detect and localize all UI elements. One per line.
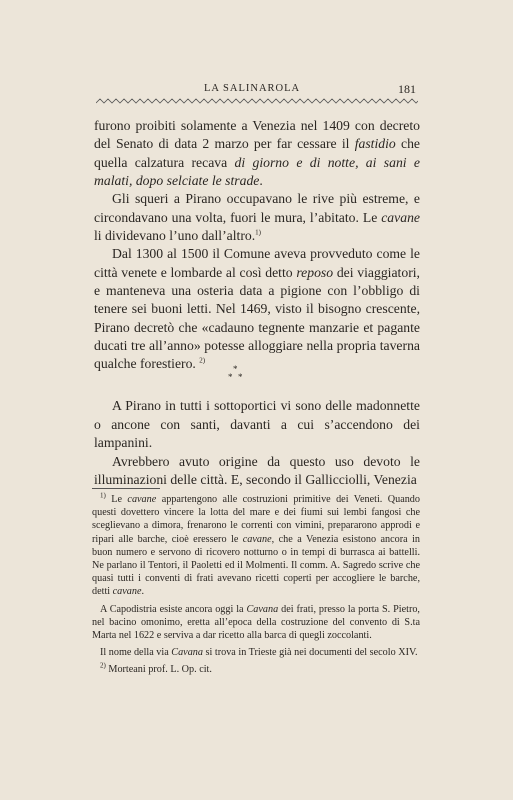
main-text	[94, 117, 420, 374]
paragraph: Avrebbero avuto origine da questo uso devoto le illuminazioni delle città. E, secondo il Gallicciolli, Venezia	[94, 453, 420, 488]
footnotes	[92, 493, 420, 681]
paragraph: Gli squeri a Pirano occupavano le rive più estreme, e circondavano una volta, fuori le mura, l’abitato. Le cavane li dividevano l’uno dall’altro.$^{1)}$	[94, 191, 420, 244]
footnote: $^{2)}$ Morteani prof. L. Op. cit.	[100, 662, 212, 676]
footnote-ref: 2)	[199, 356, 206, 365]
footnote-mark: 2)	[100, 662, 106, 671]
asterisk: *	[238, 372, 243, 382]
footnote: $^{1)}$ Le cavane appartengono alle costruzioni primitive dei Veneti. Quando questi dovettero vincere la lotta del mare e dei fiumi sui lembi fangosi che sceglievano a dimora, frenarono le correnti con vimini, prepararono approdi e ripari alle barche, cioè eressero le cavane, che a Venezia esistono ancora in buon numero e servono di ricovero notturno o in tempi di burrasca ai battelli. Ne parlano il Tentori, il Paoletti ed il Molmenti. Il comm. A. Sagredo scrive che quasi tutti i conventi di frati avevano ricetti coperti per accogliere le barche, detti cavane.	[92, 491, 420, 598]
footnote-mark: 1)	[100, 491, 106, 500]
footnote-divider	[92, 488, 160, 489]
paragraph: A Pirano in tutti i sottoportici vi sono delle madonnette o ancone con santi, davanti a cui s’accendono dei lampanini.	[94, 398, 420, 451]
footnote: A Capodistria esiste ancora oggi la Cavana dei frati, presso la porta S. Pietro, nel bacino omonimo, eretta all’epoca della costruzione del convento di S.ta Marta nel 1622 e serviva a dar ricetto alla barca di quegli zoccolanti.	[92, 603, 420, 642]
section-asterism	[224, 364, 254, 386]
paragraph: Dal 1300 al 1500 il Comune aveva provveduto come le città venete e lombarde al così detto reposo dei viaggiatori, e manteneva una osteria data a pigione con l’obbligo di tenere sei buoni letti. Nel 1469, visto il bisogno crescente, Pirano decretò che «cadauno tegnente manzarie et pagante ducati tre all’anno» potesse alloggiare nella propria taverna qualche forestiero. $^{2)}$	[94, 246, 420, 372]
decorative-zigzag-rule	[96, 98, 418, 104]
running-title: LA SALINAROLA	[204, 83, 301, 94]
asterisk: *	[228, 372, 233, 382]
main-text-continued	[94, 397, 420, 490]
page-number: 181	[398, 82, 416, 96]
paragraph: furono proibiti solamente a Venezia nel 1409 con decreto del Senato di data 2 marzo per far cessare il fastidio che quella calzatura recava di giorno e di notte, ai sani e malati, dopo selciate le strade.	[94, 118, 421, 189]
asterisk: *	[233, 364, 238, 374]
footnote: Il nome della via Cavana si trova in Trieste già nei documenti del secolo XIV.	[100, 647, 418, 659]
footnote-ref: 1)	[255, 228, 262, 237]
